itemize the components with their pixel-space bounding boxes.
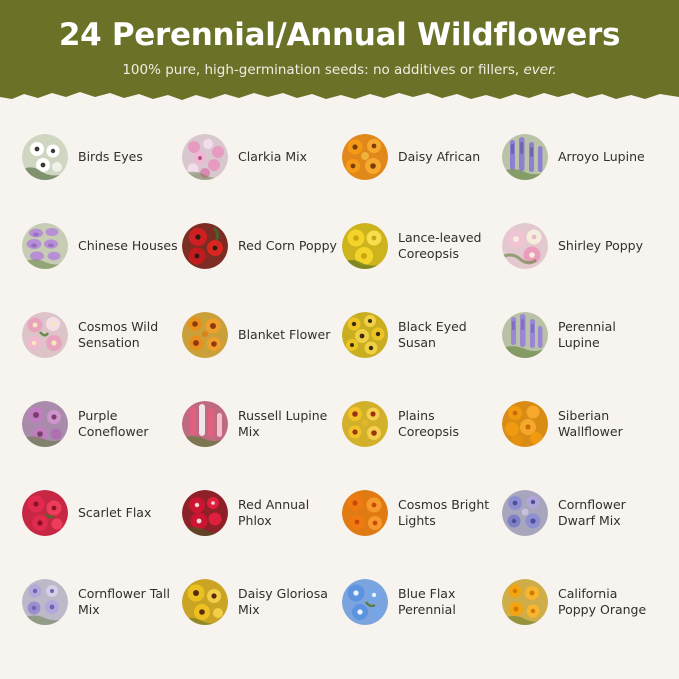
flower-grid bbox=[22, 112, 662, 646]
flower-item bbox=[502, 468, 662, 557]
flower-label: Chinese Houses bbox=[78, 237, 178, 253]
flower-thumbnail-daisy-gloriosa-mix bbox=[182, 579, 228, 625]
flower-thumbnail-blue-flax-perennial bbox=[342, 579, 388, 625]
flower-thumbnail-daisy-african bbox=[342, 134, 388, 180]
flower-label: Black Eyed Susan bbox=[398, 319, 467, 350]
flower-label: Blanket Flower bbox=[238, 326, 331, 342]
flower-thumbnail-black-eyed-susan bbox=[342, 312, 388, 358]
flower-label: Daisy African bbox=[398, 148, 481, 164]
flower-item bbox=[182, 379, 342, 468]
flower-label: Blue Flax Perennial bbox=[398, 586, 456, 617]
flower-label: Cosmos Wild Sensation bbox=[78, 319, 159, 350]
flower-item bbox=[182, 112, 342, 201]
flower-label: Siberian Wallflower bbox=[558, 408, 623, 439]
flower-item bbox=[502, 112, 662, 201]
flower-thumbnail-chinese-houses bbox=[22, 223, 68, 269]
flower-thumbnail-arroyo-lupine bbox=[502, 134, 548, 180]
flower-item bbox=[182, 201, 342, 290]
flower-label: Arroyo Lupine bbox=[558, 148, 645, 164]
flower-label: Birds Eyes bbox=[78, 148, 143, 164]
flower-item bbox=[22, 557, 182, 646]
flower-thumbnail-purple-coneflower bbox=[22, 401, 68, 447]
flower-label: Plains Coreopsis bbox=[398, 408, 460, 439]
flower-thumbnail-russell-lupine-mix bbox=[182, 401, 228, 447]
flower-item bbox=[22, 379, 182, 468]
flower-label: Scarlet Flax bbox=[78, 504, 152, 520]
header-banner bbox=[0, 0, 679, 103]
flower-item bbox=[342, 201, 502, 290]
flower-label: Cornflower Dwarf Mix bbox=[558, 497, 626, 528]
torn-paper-edge bbox=[0, 88, 679, 103]
flower-label: California Poppy Orange bbox=[558, 586, 647, 617]
flower-label: Red Annual Phlox bbox=[238, 497, 310, 528]
flower-item bbox=[182, 557, 342, 646]
flower-label: Clarkia Mix bbox=[238, 148, 308, 164]
flower-thumbnail-plains-coreopsis bbox=[342, 401, 388, 447]
flower-thumbnail-perennial-lupine bbox=[502, 312, 548, 358]
flower-thumbnail-siberian-wallflower bbox=[502, 401, 548, 447]
flower-thumbnail-clarkia-mix bbox=[182, 134, 228, 180]
flower-item bbox=[22, 290, 182, 379]
flower-item bbox=[22, 201, 182, 290]
flower-label: Lance-leaved Coreopsis bbox=[398, 230, 482, 261]
flower-thumbnail-red-annual-phlox bbox=[182, 490, 228, 536]
header-subtitle bbox=[0, 61, 679, 79]
flower-thumbnail-red-corn-poppy bbox=[182, 223, 228, 269]
flower-item bbox=[502, 290, 662, 379]
flower-item bbox=[182, 468, 342, 557]
flower-thumbnail-cosmos-bright-lights bbox=[342, 490, 388, 536]
header-subtitle-emphasis: ever. bbox=[523, 62, 557, 78]
flower-item bbox=[342, 557, 502, 646]
flower-label: Shirley Poppy bbox=[558, 237, 644, 253]
flower-item bbox=[342, 290, 502, 379]
flower-item bbox=[342, 112, 502, 201]
flower-thumbnail-lance-leaved-coreopsis bbox=[342, 223, 388, 269]
flower-label: Cosmos Bright Lights bbox=[398, 497, 490, 528]
flower-item bbox=[342, 379, 502, 468]
flower-item bbox=[502, 557, 662, 646]
flower-thumbnail-california-poppy-orange bbox=[502, 579, 548, 625]
flower-thumbnail-blanket-flower bbox=[182, 312, 228, 358]
flower-item bbox=[342, 468, 502, 557]
flower-thumbnail-scarlet-flax bbox=[22, 490, 68, 536]
flower-thumbnail-shirley-poppy bbox=[502, 223, 548, 269]
flower-label: Russell Lupine Mix bbox=[238, 408, 328, 439]
flower-item bbox=[22, 112, 182, 201]
flower-thumbnail-birds-eyes bbox=[22, 134, 68, 180]
flower-item bbox=[182, 290, 342, 379]
flower-item bbox=[22, 468, 182, 557]
header-subtitle-main: 100% pure, high-germination seeds: no additives or fillers, bbox=[122, 62, 520, 78]
flower-item bbox=[502, 379, 662, 468]
flower-thumbnail-cornflower-dwarf-mix bbox=[502, 490, 548, 536]
flower-label: Perennial Lupine bbox=[558, 319, 616, 350]
flower-label: Cornflower Tall Mix bbox=[78, 586, 170, 617]
flower-item bbox=[502, 201, 662, 290]
flower-thumbnail-cornflower-tall-mix bbox=[22, 579, 68, 625]
flower-label: Daisy Gloriosa Mix bbox=[238, 586, 328, 617]
flower-label: Purple Coneflower bbox=[78, 408, 149, 439]
flower-label: Red Corn Poppy bbox=[238, 237, 337, 253]
flower-thumbnail-cosmos-wild-sensation bbox=[22, 312, 68, 358]
page-title: 24 Perennial/Annual Wildflowers bbox=[58, 17, 621, 53]
